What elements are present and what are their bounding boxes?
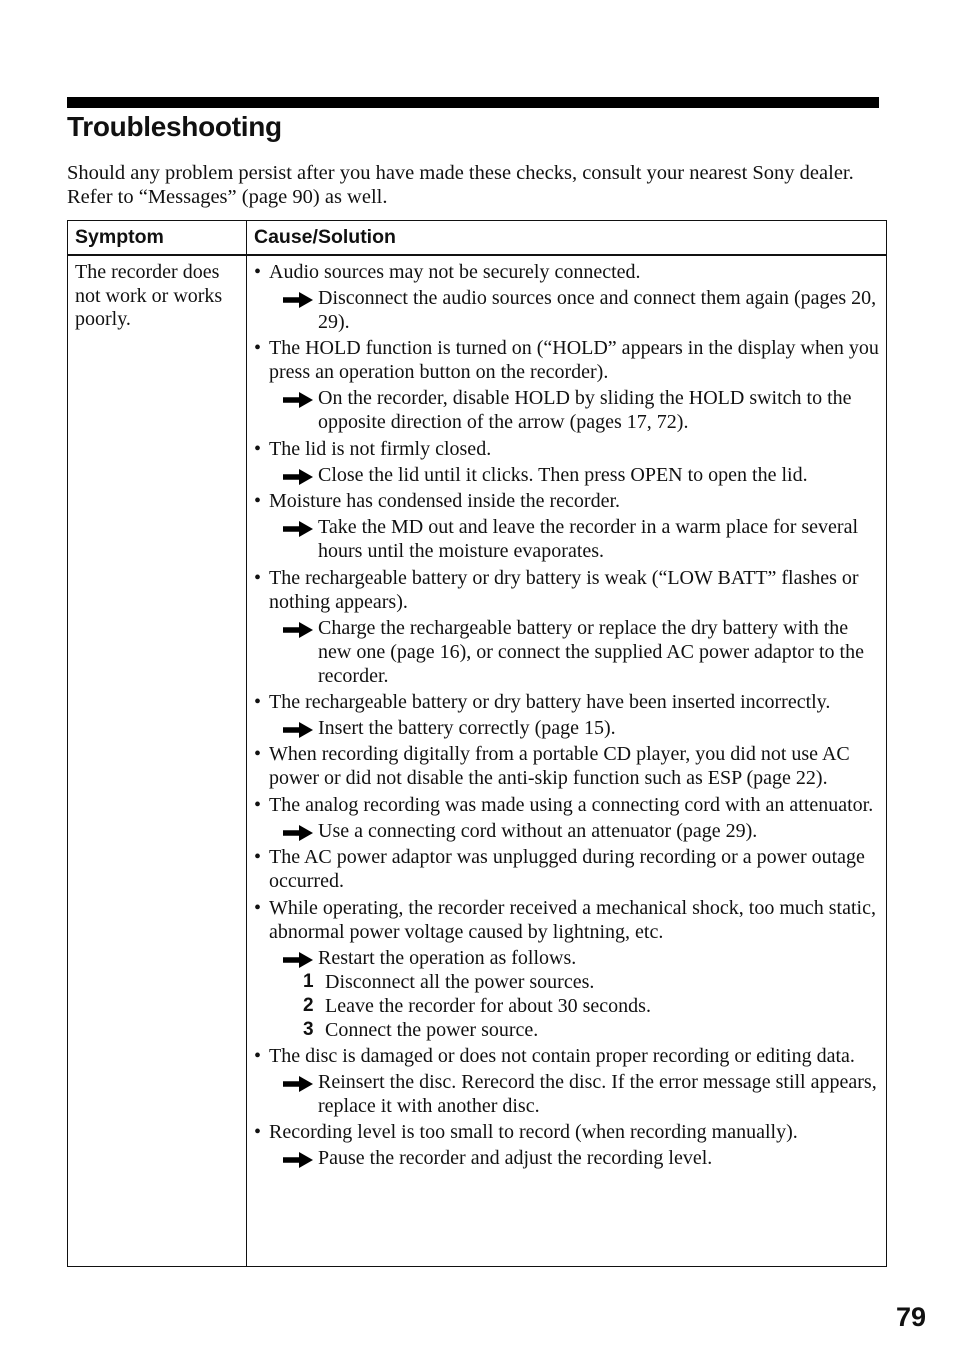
cause-item <box>254 336 880 434</box>
restart-steps <box>269 970 880 1042</box>
cause-text: • The lid is not firmly closed. <box>269 437 492 460</box>
arrow-right-icon <box>283 823 313 839</box>
solution <box>269 1070 880 1118</box>
solution-text: Disconnect the audio sources once and connect them again (pages 20, 29). <box>318 287 877 333</box>
cause-item <box>254 896 880 1042</box>
step-text: Disconnect all the power sources. <box>325 970 595 993</box>
arrow-right-icon <box>283 950 313 966</box>
solution-text: Reinsert the disc. Rerecord the disc. If the error message still appears, replace it with another disc. <box>318 1070 877 1117</box>
cause-header: Cause/Solution <box>247 221 887 256</box>
cause-list <box>254 260 880 1170</box>
symptom-cell: The recorder does not work or works poorly. <box>68 255 247 1267</box>
solution <box>269 1146 880 1170</box>
arrow-right-icon <box>283 467 313 483</box>
solution-text: Charge the rechargeable battery or replace the dry battery with the new one (page 16), or connect the supplied AC power adaptor to the recorder. <box>318 616 864 687</box>
cause-text: • While operating, the recorder received a mechanical shock, too much static, abnormal power voltage caused by lightning, etc. <box>269 896 876 943</box>
arrow-right-icon <box>283 519 313 535</box>
intro-paragraph: Should any problem persist after you have made these checks, consult your nearest Sony dealer. Refer to “Messages” (page 90) as well. <box>67 162 854 208</box>
arrow-right-icon <box>283 620 313 636</box>
step-item <box>303 994 880 1018</box>
table-header-row <box>68 221 887 256</box>
solution-text: Restart the operation as follows. <box>318 946 577 969</box>
page-number: 79 <box>895 1302 926 1332</box>
arrow-right-icon <box>283 720 313 736</box>
cause-item <box>254 1044 880 1118</box>
arrow-right-icon <box>283 1074 313 1090</box>
solution <box>269 515 880 563</box>
solution <box>269 286 880 334</box>
cause-cell <box>247 255 887 1267</box>
symptom-header: Symptom <box>68 221 247 256</box>
cause-item <box>254 566 880 688</box>
step-number: 1 <box>303 970 314 992</box>
arrow-right-icon <box>283 390 313 406</box>
cause-text: • The analog recording was made using a connecting cord with an attenuator. <box>269 793 874 816</box>
solution-text: Use a connecting cord without an attenuator (page 29). <box>318 819 758 842</box>
solution <box>269 716 880 740</box>
solution-text: Pause the recorder and adjust the recording level. <box>318 1147 713 1170</box>
table-row <box>68 255 887 1267</box>
solution-text: Take the MD out and leave the recorder in a warm place for several hours until the moisture evaporates. <box>318 516 859 563</box>
cause-text: • The HOLD function is turned on (“HOLD” appears in the display when you press an operation button on the recorder). <box>269 337 879 384</box>
header-rule <box>67 97 879 108</box>
cause-item <box>254 260 880 334</box>
cause-item <box>254 1120 880 1170</box>
cause-item <box>254 845 880 893</box>
cause-text: • The rechargeable battery or dry battery is weak (“LOW BATT” flashes or nothing appears). <box>269 566 859 613</box>
cause-text: • The rechargeable battery or dry battery have been inserted incorrectly. <box>269 690 831 713</box>
arrow-right-icon <box>283 290 313 306</box>
troubleshooting-table <box>67 220 887 1267</box>
cause-text: • Audio sources may not be securely connected. <box>269 261 641 283</box>
cause-text: • Recording level is too small to record (when recording manually). <box>269 1121 798 1144</box>
cause-item <box>254 742 880 790</box>
cause-text: • The disc is damaged or does not contain proper recording or editing data. <box>269 1044 855 1067</box>
solution <box>269 819 880 843</box>
cause-item <box>254 793 880 843</box>
cause-item <box>254 690 880 740</box>
arrow-right-icon <box>283 1150 313 1166</box>
page-title: Troubleshooting <box>67 111 282 142</box>
cause-text: • When recording digitally from a portable CD player, you did not use AC power or did not disable the anti-skip function such as ESP (page 22). <box>269 743 850 790</box>
step-item <box>303 970 880 994</box>
solution-text: Close the lid until it clicks. Then press OPEN to open the lid. <box>318 463 808 486</box>
step-number: 3 <box>303 1018 314 1040</box>
solution <box>269 463 880 487</box>
cause-item <box>254 489 880 563</box>
step-text: Connect the power source. <box>325 1018 539 1041</box>
cause-item <box>254 437 880 487</box>
solution <box>269 386 880 434</box>
cause-text: • Moisture has condensed inside the recorder. <box>269 490 621 513</box>
solution-text: On the recorder, disable HOLD by sliding the HOLD switch to the opposite direction of the arrow (pages 17, 72). <box>318 387 852 434</box>
step-text: Leave the recorder for about 30 seconds. <box>325 994 651 1017</box>
cause-text: • The AC power adaptor was unplugged during recording or a power outage occurred. <box>269 846 865 893</box>
solution <box>269 946 880 970</box>
step-number: 2 <box>303 994 314 1016</box>
solution <box>269 616 880 688</box>
step-item <box>303 1018 880 1042</box>
solution-text: Insert the battery correctly (page 15). <box>318 716 616 739</box>
